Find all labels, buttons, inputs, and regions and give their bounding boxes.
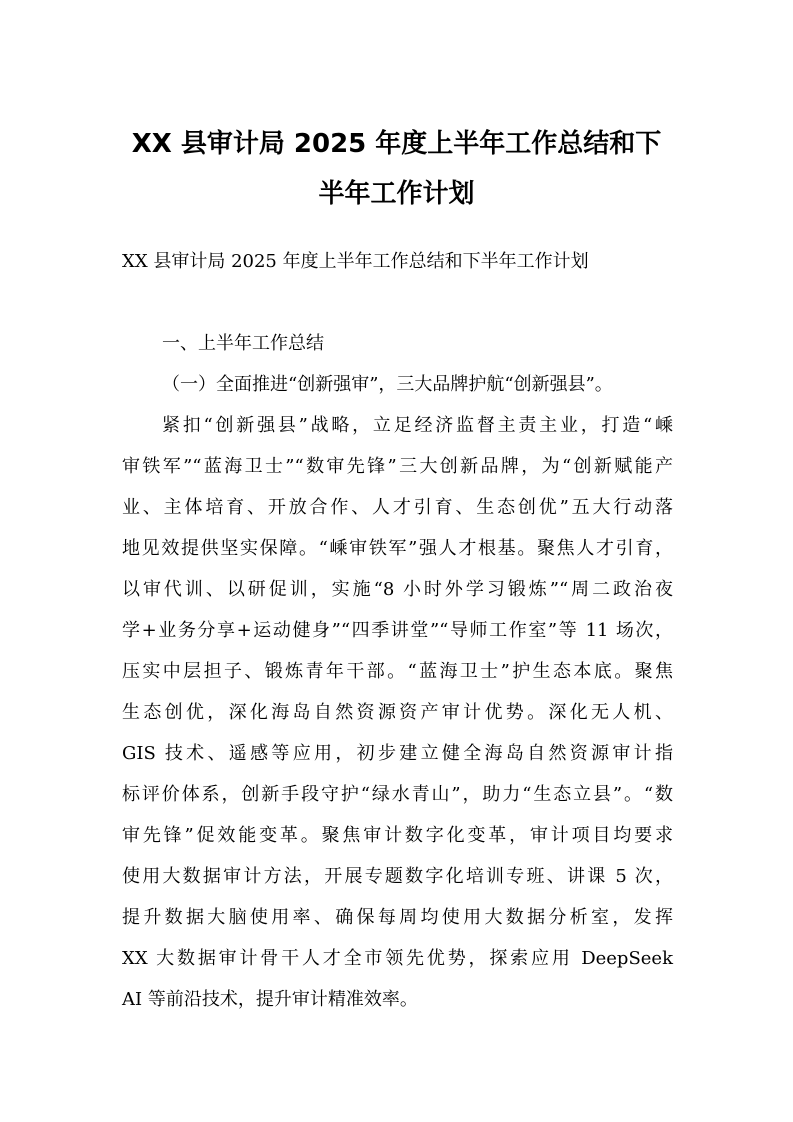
subsection-heading: （一）全面推进“创新强审”，三大品牌护航“创新强县”。 — [162, 374, 613, 395]
paragraph-line: XX 大数据审计骨干人才全市领先优势，探索应用 DeepSeek — [122, 948, 673, 969]
paragraph-line: 使用大数据审计方法，开展专题数字化培训专班、讲课 5 次， — [122, 866, 673, 887]
document-title-line-2: 半年工作计划 — [318, 179, 475, 209]
paragraph-line: 压实中层担子、锻炼青年干部。“蓝海卫士”护生态本底。聚焦 — [122, 661, 673, 682]
paragraph-line: GIS 技术、遥感等应用，初步建立健全海岛自然资源审计指 — [122, 743, 673, 764]
paragraph-line: 审铁军”“蓝海卫士”“数审先锋”三大创新品牌，为“创新赋能产 — [122, 456, 673, 477]
paragraph-line: 审先锋”促效能变革。聚焦审计数字化变革，审计项目均要求 — [122, 825, 673, 846]
paragraph-line: 生态创优，深化海岛自然资源资产审计优势。深化无人机、 — [122, 702, 673, 723]
paragraph-line: AI 等前沿技术，提升审计精准效率。 — [122, 989, 418, 1010]
paragraph-line: 业、主体培育、开放合作、人才引育、生态创优”五大行动落 — [122, 497, 673, 518]
document-title-line-1: XX 县审计局 2025 年度上半年工作总结和下 — [131, 129, 662, 159]
paragraph-line: 地见效提供坚实保障。“嵊审铁军”强人才根基。聚焦人才引育， — [122, 538, 673, 559]
section-heading: 一、上半年工作总结 — [162, 333, 324, 354]
document-subtitle: XX 县审计局 2025 年度上半年工作总结和下半年工作计划 — [122, 251, 589, 272]
paragraph-line: 提升数据大脑使用率、确保每周均使用大数据分析室，发挥 — [122, 907, 673, 928]
paragraph-line: 紧扣“创新强县”战略，立足经济监督主责主业，打造“嵊 — [162, 415, 673, 436]
paragraph-line: 以审代训、以研促训，实施“8 小时外学习锻炼”“周二政治夜 — [122, 579, 673, 600]
paragraph-line: 学+业务分享+运动健身”“四季讲堂”“导师工作室”等 11 场次， — [122, 620, 673, 641]
paragraph-line: 标评价体系，创新手段守护“绿水青山”，助力“生态立县”。“数 — [122, 784, 673, 805]
